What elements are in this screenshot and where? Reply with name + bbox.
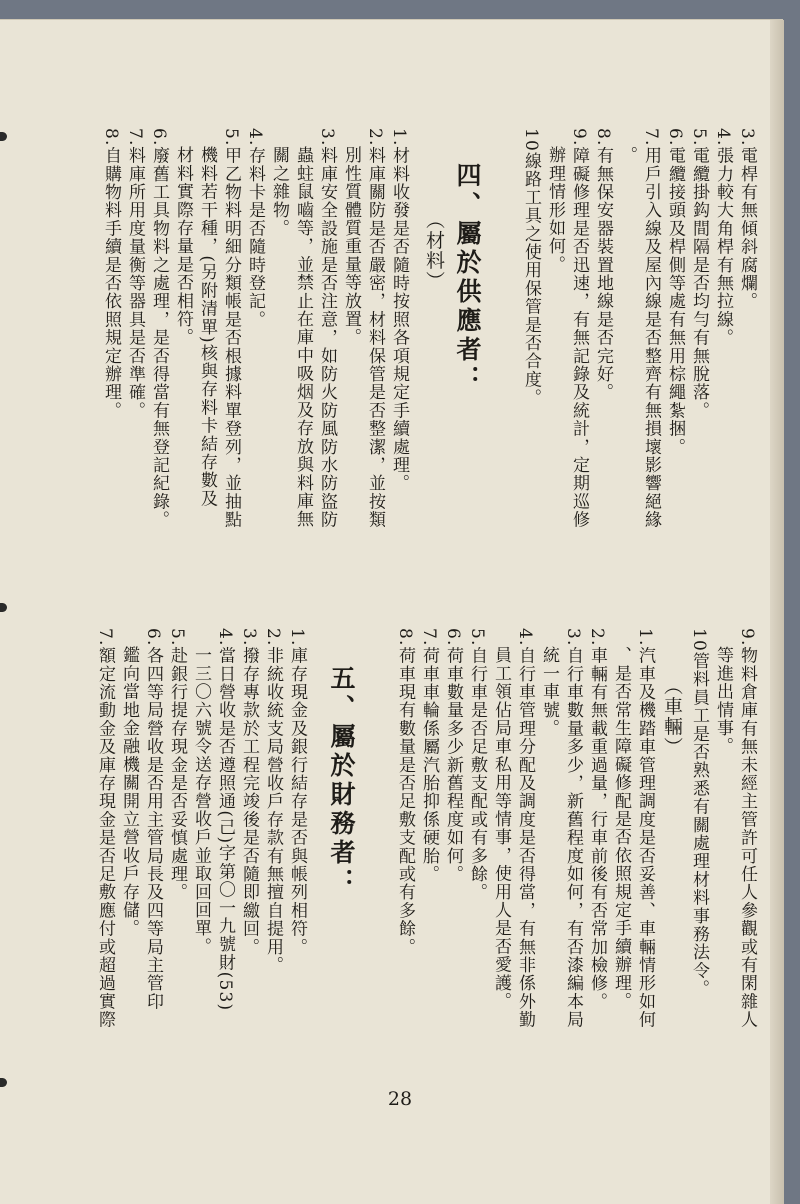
text-line: 9.物料倉庫有無未經主管許可任人參觀或有閑雜人 [737,628,757,1029]
text-line: 2.料庫關防是否嚴密，材料保管是否整潔，並按類 [365,128,385,529]
text-line: 5.赴銀行提存現金是否妥慎處理。 [167,628,187,902]
text-line: 蟲蛀鼠嚙等，並禁止在庫中吸烟及存放與料庫無 [293,128,313,529]
section-heading: 四、屬於供應者： [453,162,482,394]
text-line: 2.非統收統支局營收戶存款有無擅自提用。 [263,628,283,975]
text-line: 機料若干種，(另附清單)核與存料卡結存數及 [197,128,217,508]
text-line: 材料實際存量是否相符。 [173,128,193,347]
text-line: 1.庫存現金及銀行結存是否與帳列相符。 [287,628,307,957]
text-line: 6.各四等局營收是否用主管局長及四等局主管印 [143,628,163,1011]
text-line: 1.汽車及機踏車管理調度是否妥善、車輛情形如何 [635,628,655,1029]
text-line: 1.材料收發是否隨時按照各項規定手續處理。 [389,128,409,493]
text-line: 4.存料卡是否隨時登記。 [245,128,265,329]
section-subheading: （材料） [423,210,445,291]
text-line: 3.自行車數量多少，新舊程度如何，有否漆編本局 [563,628,583,1029]
text-line: 統一車號。 [539,628,559,738]
text-line: 8.荷車現有數量是否足敷支配或有多餘。 [395,628,415,957]
text-line: 、是否常生障礙修配是否依照規定手續辦理。 [611,628,631,1011]
text-line: 3.電桿有無傾斜腐爛。 [737,128,757,311]
text-line: 別性質體質重量等放置。 [341,128,361,347]
text-line: 辦理情形如何。 [545,128,565,274]
text-line: 7.荷車車輪係屬汽胎抑係硬胎。 [419,628,439,884]
section-subheading: （車輛） [661,676,683,757]
text-line: 5.自行車是否足敷支配或有多餘。 [467,628,487,902]
text-line: 2.車輛有無載重過量，行車前後有否常加檢修。 [587,628,607,1011]
section-heading: 五、屬於財務者： [327,665,356,897]
text-line: 員工領佔局車私用等情事，使用人是否愛護。 [491,628,511,1011]
text-line: 關之雜物。 [269,128,289,238]
text-line: 5.甲乙物料明細分類帳是否根據料單登列，並抽點 [221,128,241,529]
text-line: 7.用戶引入線及屋內線是否整齊有無損壞影響絕緣 [641,128,661,529]
text-line: 9.障礙修理是否迅速，有無記錄及統計，定期巡修 [569,128,589,529]
text-line: 4.自行車管理分配及調度是否得當，有無非係外勤 [515,628,535,1029]
text-line: 8.有無保安器裝置地線是否完好。 [593,128,613,402]
text-line: 7.額定流動金及庫存現金是否足敷應付或超過實際 [95,628,115,1029]
text-line: 6.電纜接頭及桿側等處有無用棕繩紮捆。 [665,128,685,457]
text-line: 6.廢舊工具物料之處理，是否得當有無登記紀錄。 [149,128,169,529]
text-line: 7.料庫所用度量衡等器具是否準確。 [125,128,145,420]
text-line: 10線路工具之使用保管是否合度。 [521,128,541,407]
text-line: 鑑向當地金融機關開立營收戶存儲。 [119,628,139,938]
page-edge [770,20,784,1204]
text-line: 10管料員工是否熟悉有關處理材料事務法令。 [689,628,709,998]
text-line: 4.張力較大角桿有無拉線。 [713,128,733,347]
text-line: 3.料庫安全設施是否注意，如防火防風防水防盜防 [317,128,337,529]
text-line: 等進出情事。 [713,628,733,756]
page-number: 28 [387,1088,413,1110]
text-line: 6.荷車數量多少新舊程度如何。 [443,628,463,884]
text-line: 4.當日營收是否遵照通(己)字第〇一九號財(53) [215,628,235,1012]
text-line: 一三〇六號令送存營收戶並取回回單。 [191,628,211,956]
text-line: 8.自購物料手續是否依照規定辦理。 [101,128,121,420]
text-line: 5.電纜掛鈎間隔是否均勻有無脫落。 [689,128,709,420]
text-line: 。 [617,128,637,165]
text-line: 3.撥存專款於工程完竣後是否隨即繳回。 [239,628,259,957]
